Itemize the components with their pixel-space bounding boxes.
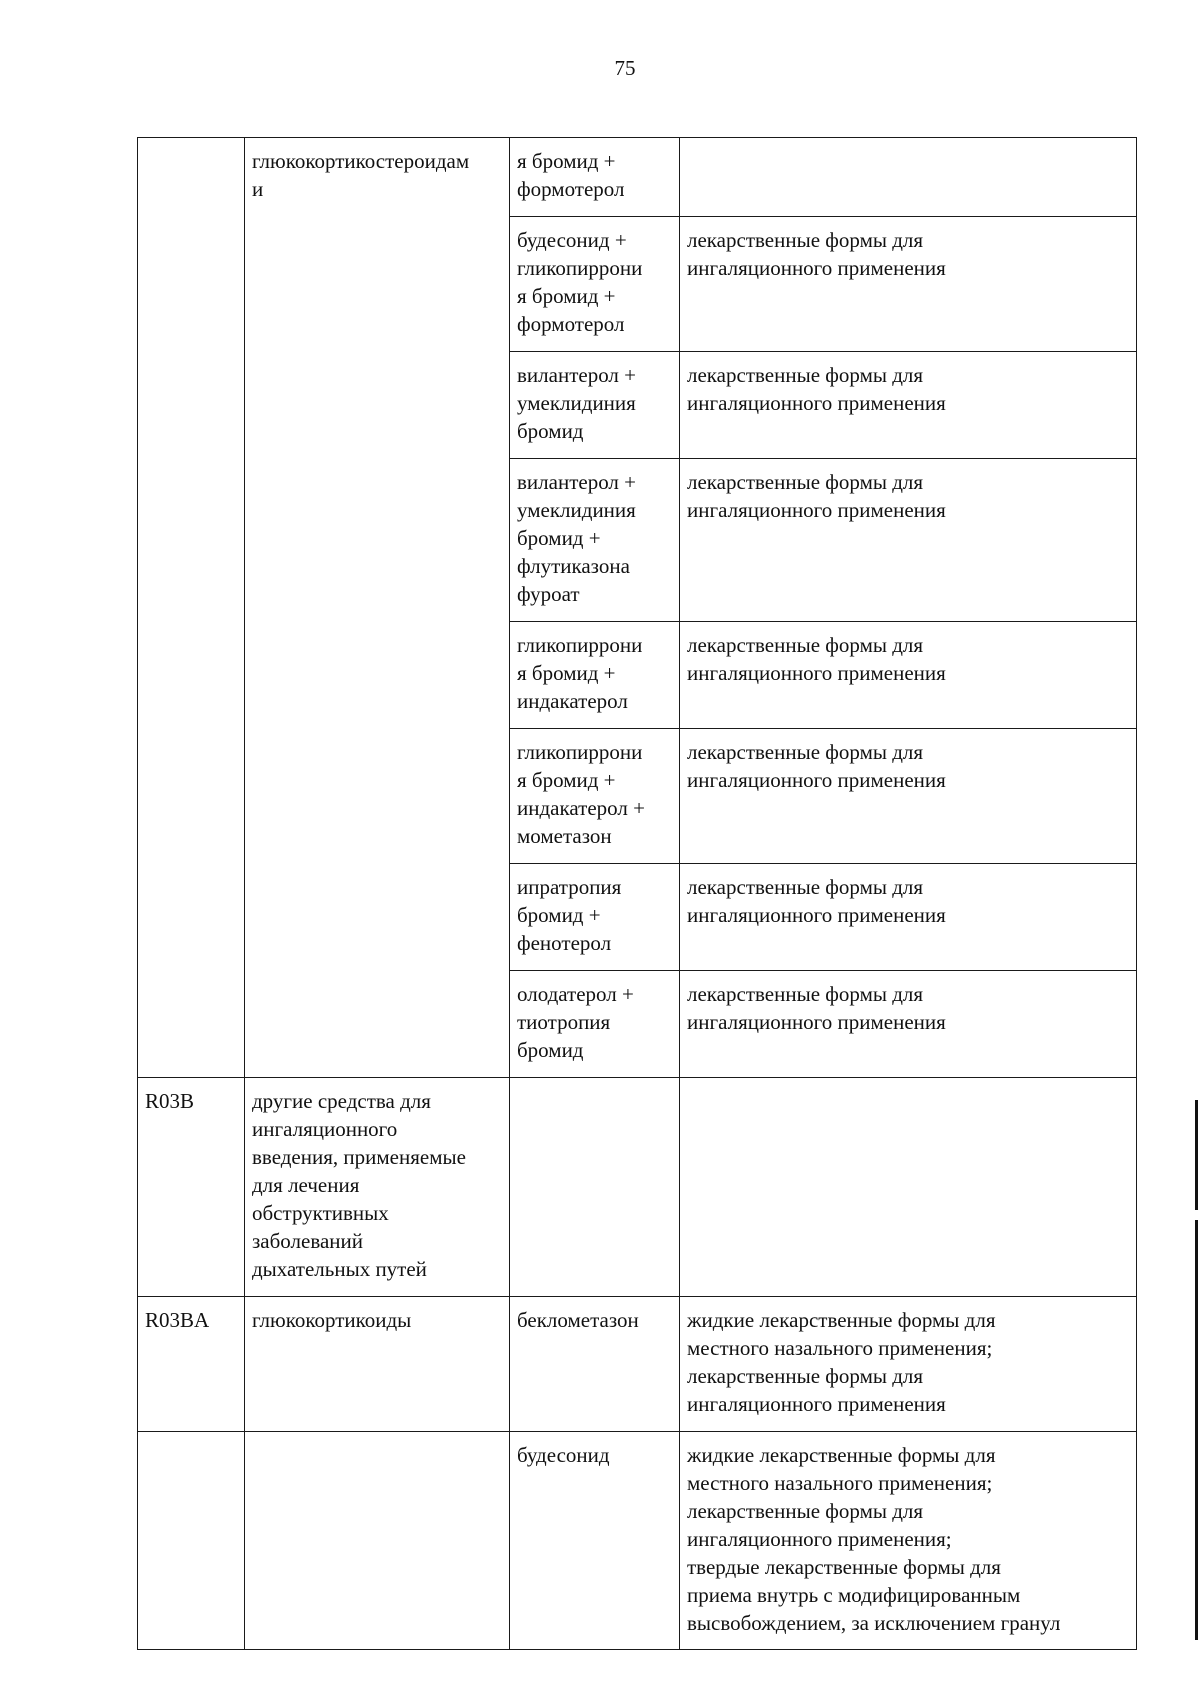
- drug-name-cell: будесонид: [510, 1432, 680, 1650]
- pharmacological-group-cell: глюкокортикостероидам и: [245, 138, 510, 1078]
- dosage-form-cell: лекарственные формы для ингаляционного применения: [680, 352, 1137, 459]
- drug-name-cell: вилантерол + умеклидиния бромид: [510, 352, 680, 459]
- table-row: [138, 1078, 1137, 1297]
- pharmacological-group-cell: [245, 1432, 510, 1650]
- scan-edge-mark: [1195, 1220, 1198, 1640]
- table-row: [138, 1297, 1137, 1432]
- page-number: 75: [614, 56, 636, 80]
- dosage-form-cell: лекарственные формы для ингаляционного применения: [680, 622, 1137, 729]
- drug-list-table: [137, 137, 1137, 1650]
- pharmacological-group-cell: глюкокортикоиды: [245, 1297, 510, 1432]
- dosage-form-cell: лекарственные формы для ингаляционного применения: [680, 217, 1137, 352]
- dosage-form-cell: лекарственные формы для ингаляционного применения: [680, 864, 1137, 971]
- atc-code-cell: R03BA: [138, 1297, 245, 1432]
- atc-code-cell: R03B: [138, 1078, 245, 1297]
- drug-name-cell: гликопиррони я бромид + индакатерол: [510, 622, 680, 729]
- dosage-form-cell: лекарственные формы для ингаляционного применения: [680, 459, 1137, 622]
- dosage-form-cell: лекарственные формы для ингаляционного применения: [680, 971, 1137, 1078]
- drug-name-cell: ипратропия бромид + фенотерол: [510, 864, 680, 971]
- drug-name-cell: будесонид + гликопиррони я бромид + формотерол: [510, 217, 680, 352]
- dosage-form-cell: жидкие лекарственные формы для местного назального применения; лекарственные формы для ингаляционного применения; твердые лекарственные формы для приема внутрь с модифицированным высвобождением, за исключением гранул: [680, 1432, 1137, 1650]
- drug-name-cell: вилантерол + умеклидиния бромид + флутиказона фуроат: [510, 459, 680, 622]
- drug-name-cell: [510, 1078, 680, 1297]
- dosage-form-cell: жидкие лекарственные формы для местного назального применения; лекарственные формы для ингаляционного применения: [680, 1297, 1137, 1432]
- dosage-form-cell: лекарственные формы для ингаляционного применения: [680, 729, 1137, 864]
- atc-code-cell: [138, 138, 245, 1078]
- dosage-form-cell: [680, 1078, 1137, 1297]
- drug-name-cell: олодатерол + тиотропия бромид: [510, 971, 680, 1078]
- pharmacological-group-cell: другие средства для ингаляционного введения, применяемые для лечения обструктивных заболеваний дыхательных путей: [245, 1078, 510, 1297]
- drug-name-cell: гликопиррони я бромид + индакатерол + мометазон: [510, 729, 680, 864]
- table-row: [138, 1432, 1137, 1650]
- drug-name-cell: я бромид + формотерол: [510, 138, 680, 217]
- table-row: [138, 138, 1137, 217]
- scan-edge-mark: [1195, 1100, 1198, 1210]
- drug-name-cell: беклометазон: [510, 1297, 680, 1432]
- dosage-form-cell: [680, 138, 1137, 217]
- atc-code-cell: [138, 1432, 245, 1650]
